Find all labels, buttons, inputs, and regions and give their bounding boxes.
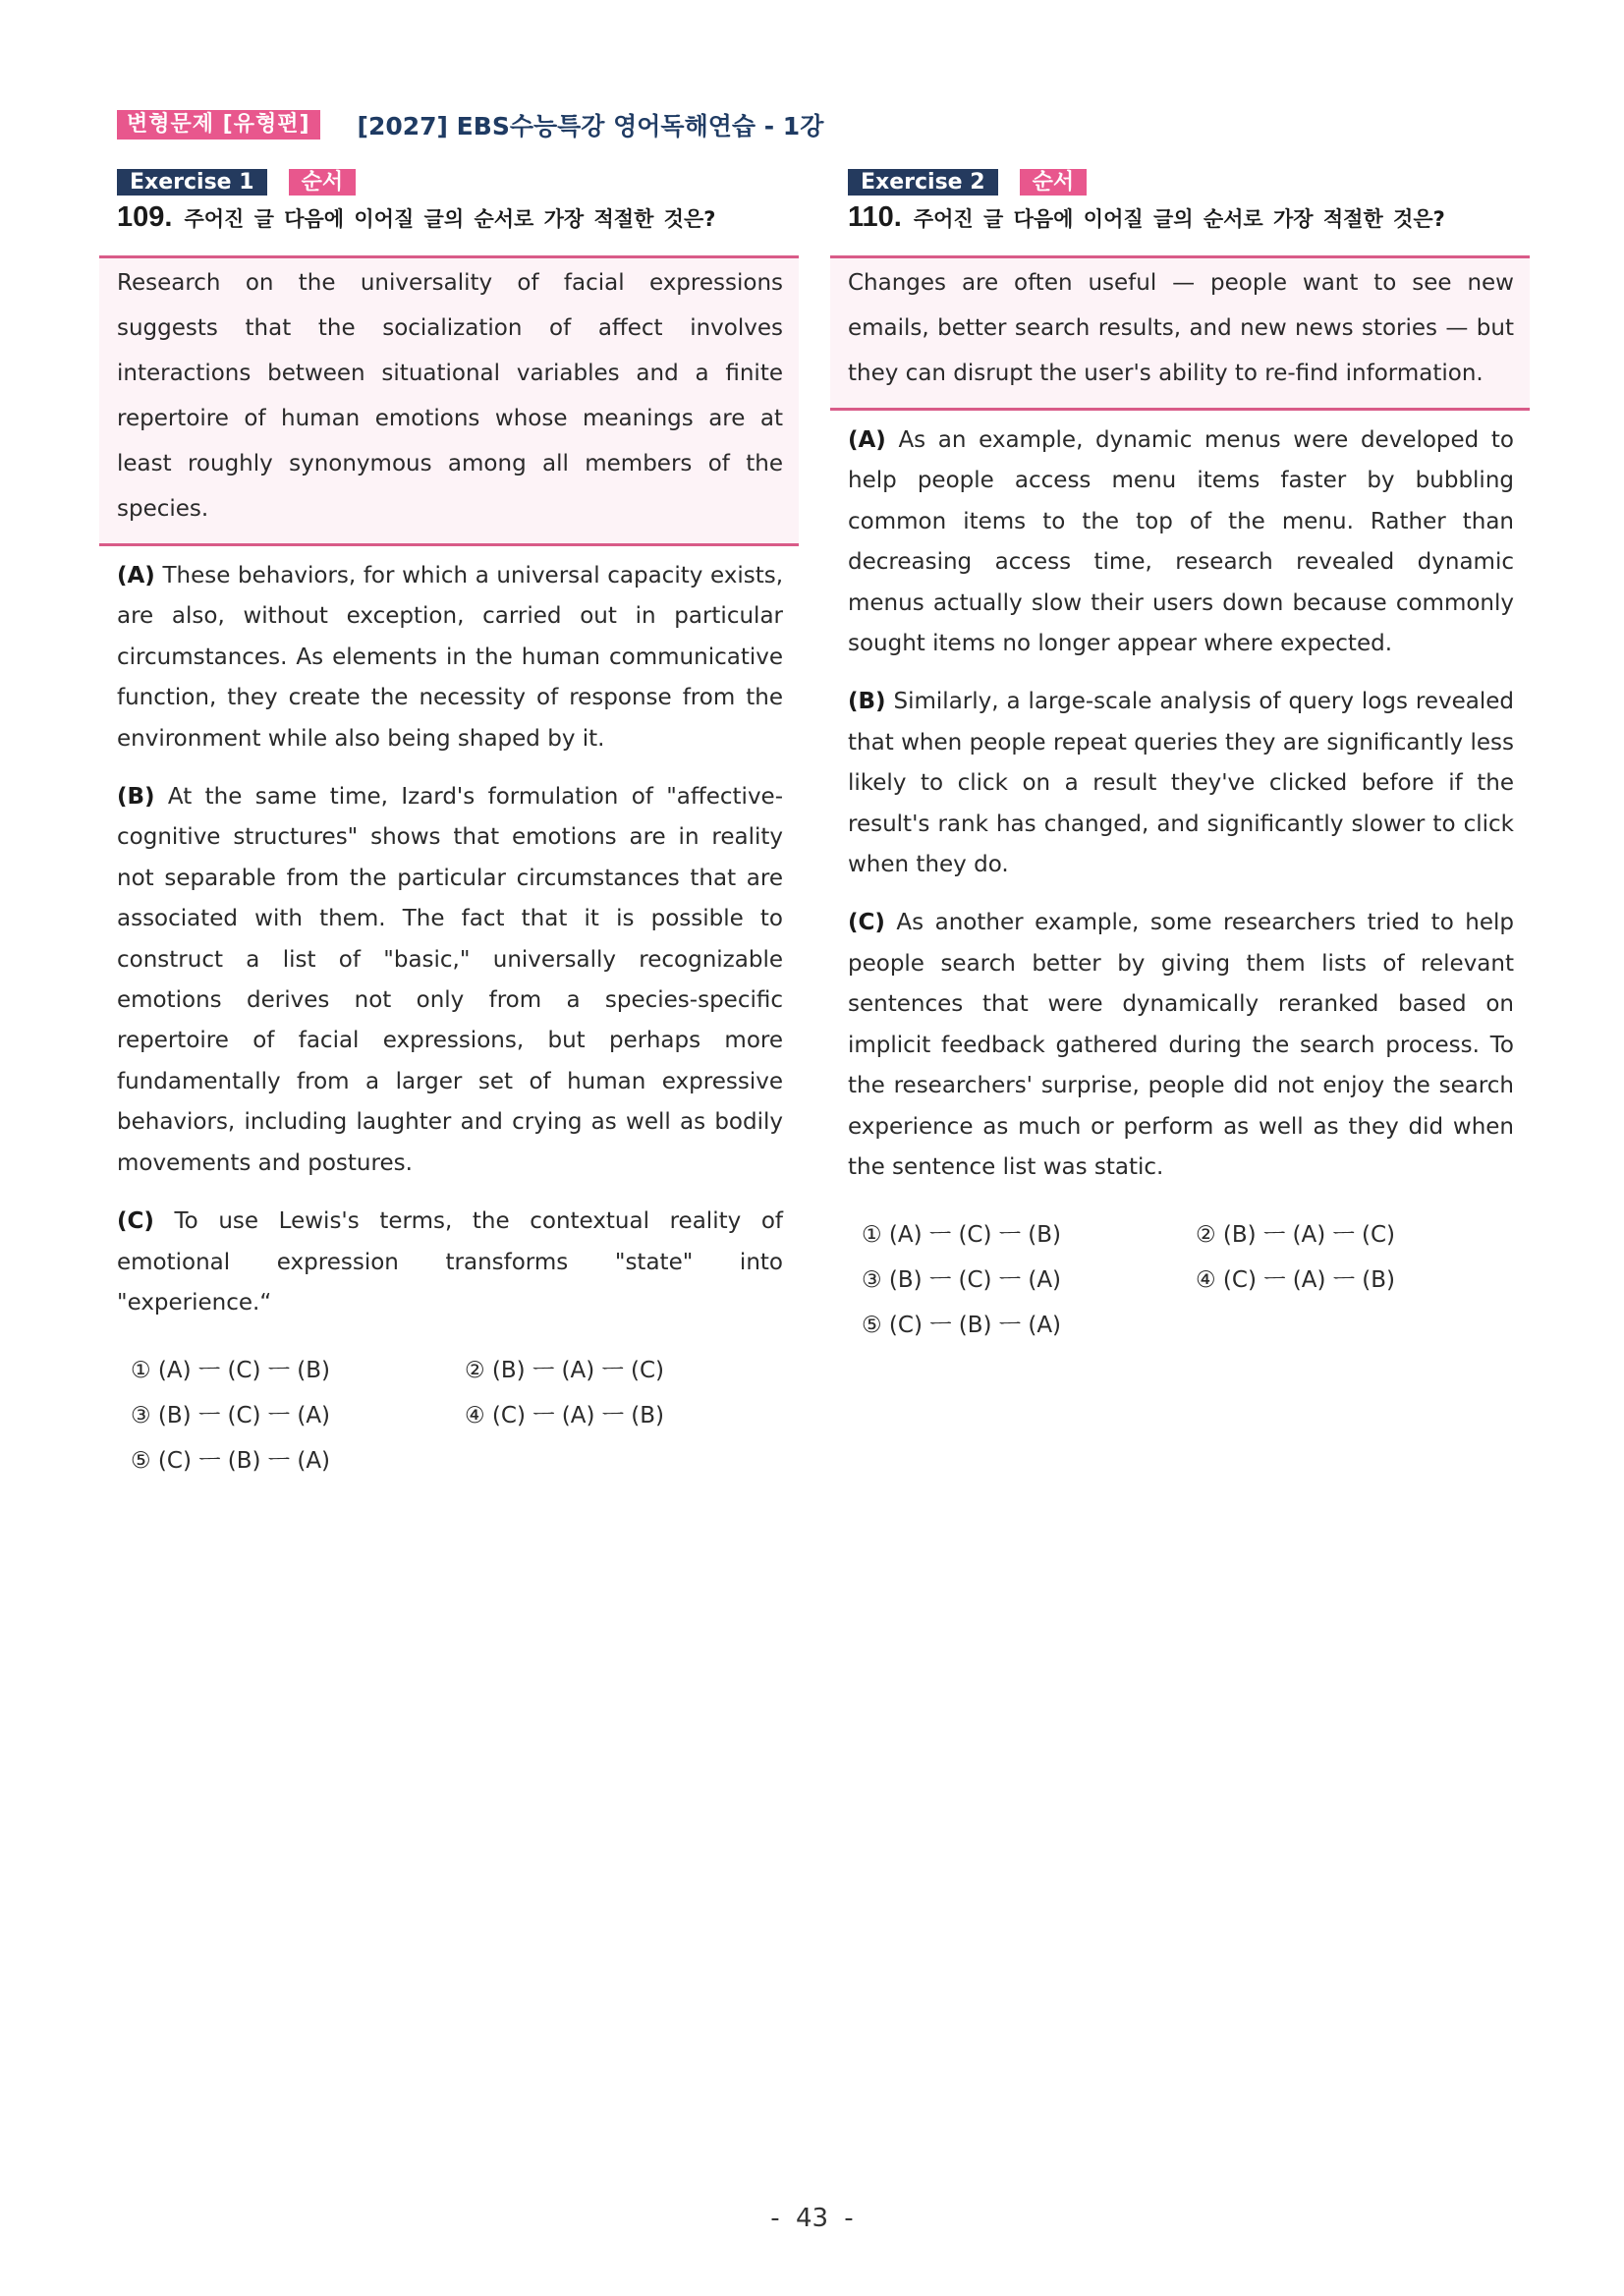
exercise-label-row xyxy=(848,169,1530,196)
part-mark: (B) xyxy=(848,689,886,715)
choice-row xyxy=(131,1345,799,1390)
part-mark: (A) xyxy=(117,563,155,588)
passage-part-b xyxy=(848,682,1514,885)
question-type-tag: 순서 xyxy=(289,169,357,196)
question-row xyxy=(848,201,1530,234)
question-row xyxy=(117,201,799,234)
given-passage-box xyxy=(99,255,799,546)
passage-parts xyxy=(830,411,1530,1188)
given-passage: Research on the universality of facial expressions suggests that the socialization of affect involves interactions between situational variables and a finite repertoire of human emotions whose meanings are at least roughly synonymous among all members of the species. xyxy=(117,270,783,522)
part-mark: (A) xyxy=(848,427,886,453)
exercise-label: Exercise 1 xyxy=(117,169,267,196)
given-passage: Changes are often useful — people want to see new emails, better search results, and new news stories — but they can disrupt the user's ability to re-find information. xyxy=(848,270,1514,386)
answer-choice-5[interactable]: ⑤ (C) ㅡ (B) ㅡ (A) xyxy=(862,1312,1062,1338)
answer-choice-2[interactable]: ② (B) ㅡ (A) ㅡ (C) xyxy=(465,1357,665,1383)
passage-part-a xyxy=(848,420,1514,664)
part-text: At the same time, Izard's formulation of "affective-cognitive structures" shows that emotions are in reality not separable from the particular circumstances that are associated with them. The fact that it is possible to construct a list of "basic," universally recognizable emotions derives not only from a species-specific repertoire of facial expressions, but perhaps more fundamentally from a larger set of human expressive behaviors, including laughter and crying as well as bodily movements and postures. xyxy=(117,784,783,1176)
choice-row xyxy=(862,1255,1530,1300)
part-text: As another example, some researchers tried to help people search better by giving them lists of relevant sentences that were dynamically reranked based on implicit feedback gathered during the search process. To the researchers' surprise, people did not enjoy the search experience as much or perform as well as they did when the sentence list was static. xyxy=(848,910,1514,1180)
exercise-label: Exercise 2 xyxy=(848,169,998,196)
exercise-1 xyxy=(99,169,799,1481)
passage-part-c xyxy=(848,903,1514,1188)
part-mark: (C) xyxy=(848,910,885,936)
section-tag: 변형문제 [유형편] xyxy=(117,110,320,140)
page-header xyxy=(117,107,823,142)
exercise-2 xyxy=(830,169,1530,1345)
book-title: [2027] EBS수능특강 영어독해연습 - 1강 xyxy=(357,112,824,140)
question-text: 주어진 글 다음에 이어질 글의 순서로 가장 적절한 것은? xyxy=(184,207,716,231)
choice-row xyxy=(862,1300,1530,1345)
part-mark: (B) xyxy=(117,784,155,811)
choice-row xyxy=(131,1390,799,1435)
answer-choices xyxy=(862,1209,1530,1345)
part-text: Similarly, a large-scale analysis of query logs revealed that when people repeat queries they are significantly less likely to click on a result they've clicked before if the result's rank has changed, and significantly slower to click when they do. xyxy=(848,689,1514,878)
given-passage-box xyxy=(830,255,1530,411)
part-mark: (C) xyxy=(117,1208,154,1235)
answer-choice-3[interactable]: ③ (B) ㅡ (C) ㅡ (A) xyxy=(862,1266,1062,1293)
question-type-tag: 순서 xyxy=(1020,169,1088,196)
answer-choice-1[interactable]: ① (A) ㅡ (C) ㅡ (B) xyxy=(131,1357,331,1383)
part-text: As an example, dynamic menus were developed to help people access menu items faster by bubbling common items to the top of the menu. Rather than decreasing access time, research revealed dynamic menus actually slow their users down because commonly sought items no longer appear where expected. xyxy=(848,427,1514,657)
page-number: - 43 - xyxy=(770,2204,854,2233)
answer-choice-1[interactable]: ① (A) ㅡ (C) ㅡ (B) xyxy=(862,1221,1062,1248)
exercise-label-row xyxy=(117,169,799,196)
answer-choice-4[interactable]: ④ (C) ㅡ (A) ㅡ (B) xyxy=(465,1402,665,1428)
answer-choice-3[interactable]: ③ (B) ㅡ (C) ㅡ (A) xyxy=(131,1402,331,1428)
answer-choice-5[interactable]: ⑤ (C) ㅡ (B) ㅡ (A) xyxy=(131,1447,331,1474)
passage-parts xyxy=(99,546,799,1323)
passage-part-b xyxy=(117,777,783,1184)
answer-choices xyxy=(131,1345,799,1481)
part-text: To use Lewis's terms, the contextual reality of emotional expression transforms "state" into "experience.“ xyxy=(117,1208,783,1316)
passage-part-a xyxy=(117,556,783,759)
choice-row xyxy=(862,1209,1530,1255)
question-number: 110. xyxy=(848,201,902,233)
choice-row xyxy=(131,1435,799,1481)
answer-choice-4[interactable]: ④ (C) ㅡ (A) ㅡ (B) xyxy=(1196,1266,1396,1293)
answer-choice-2[interactable]: ② (B) ㅡ (A) ㅡ (C) xyxy=(1196,1221,1396,1248)
part-text: These behaviors, for which a universal capacity exists, are also, without exception, carried out in particular circumstances. As elements in the human communicative function, they create the necessity of response from the environment while also being shaped by it. xyxy=(117,563,783,752)
passage-part-c xyxy=(117,1202,783,1323)
question-number: 109. xyxy=(117,201,173,233)
question-text: 주어진 글 다음에 이어질 글의 순서로 가장 적절한 것은? xyxy=(913,207,1445,231)
